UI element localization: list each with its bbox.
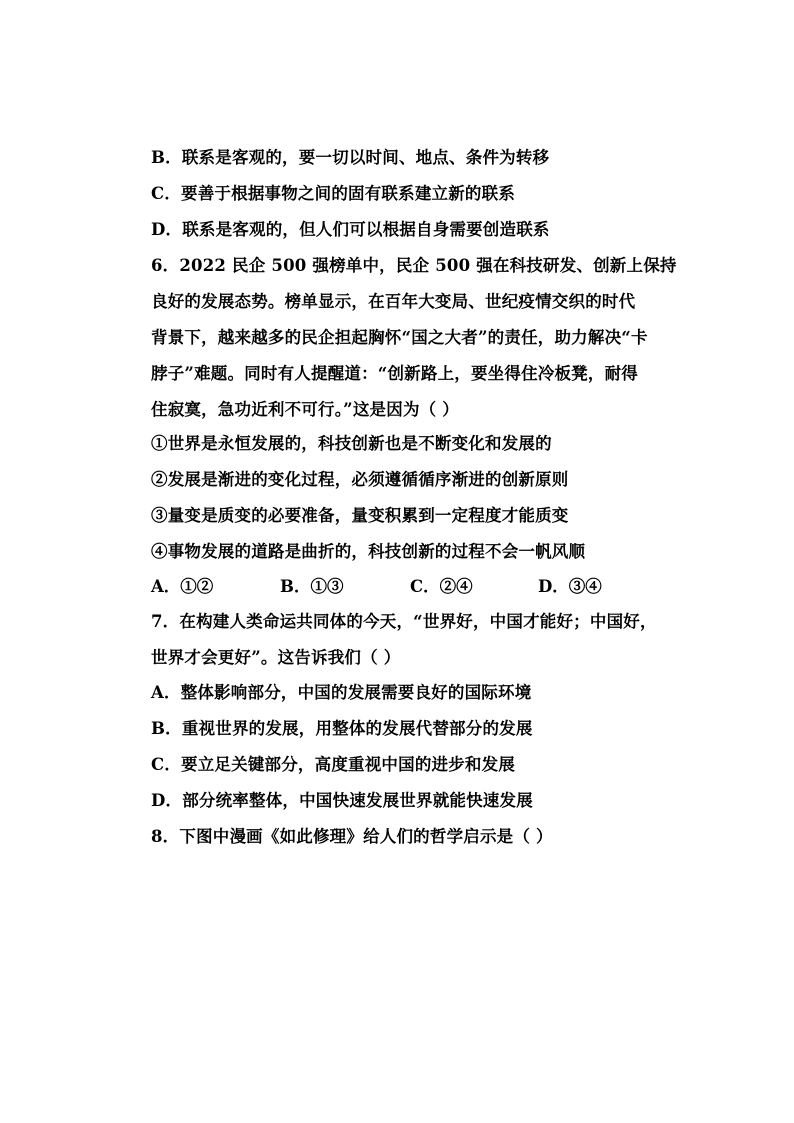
q6-option-d: D．③④	[538, 577, 602, 596]
q6-statement-1: ①世界是永恒发展的，科技创新也是不断变化和发展的	[151, 434, 552, 453]
q6-stem-line-4: 脖子”难题。同时有人提醒道：“创新路上，要坐得住冷板凳，耐得	[151, 364, 638, 383]
q6-option-b: B．①③	[280, 577, 344, 596]
q5-option-d: D．联系是客观的，但人们可以根据自身需要创造联系	[151, 220, 550, 239]
q5-option-b: B．联系是客观的，要一切以时间、地点、条件为转移	[151, 148, 550, 167]
q6-statement-3: ③量变是质变的必要准备，量变积累到一定程度才能质变	[151, 506, 569, 525]
q6-option-a: A．①②	[151, 577, 214, 596]
q6-statement-4: ④事物发展的道路是曲折的，科技创新的过程不会一帆风顺	[151, 542, 586, 561]
q7-option-d: D．部分统率整体，中国快速发展世界就能快速发展	[151, 791, 533, 810]
q6-statement-2: ②发展是渐进的变化过程，必须遵循循序渐进的创新原则	[151, 470, 569, 489]
q6-stem-line-1: 6．2022 民企 500 强榜单中，民企 500 强在科技研发、创新上保持	[151, 256, 677, 275]
q7-option-b: B．重视世界的发展，用整体的发展代替部分的发展	[151, 719, 533, 738]
q6-options-row	[151, 576, 671, 598]
q7-option-c: C．要立足关键部分，高度重视中国的进步和发展	[151, 755, 516, 774]
q6-stem-line-5: 住寂寞，急功近利不可行。”这是因为（ ）	[151, 400, 459, 419]
q6-stem-line-3: 背景下，越来越多的民企担起胸怀“国之大者”的责任，助力解决“卡	[151, 328, 648, 347]
q7-stem-line-1: 7．在构建人类命运共同体的今天，“世界好，中国才能好；中国好，	[151, 612, 657, 631]
q7-stem-line-2: 世界才会更好”。这告诉我们（ ）	[151, 648, 401, 667]
q7-option-a: A．整体影响部分，中国的发展需要良好的国际环境	[151, 683, 532, 702]
q5-option-c: C．要善于根据事物之间的固有联系建立新的联系	[151, 184, 516, 203]
q8-stem: 8．下图中漫画《如此修理》给人们的哲学启示是（ ）	[151, 827, 553, 846]
q6-option-c: C．②④	[410, 577, 473, 596]
q6-stem-line-2: 良好的发展态势。榜单显示，在百年大变局、世纪疫情交织的时代	[151, 292, 636, 311]
